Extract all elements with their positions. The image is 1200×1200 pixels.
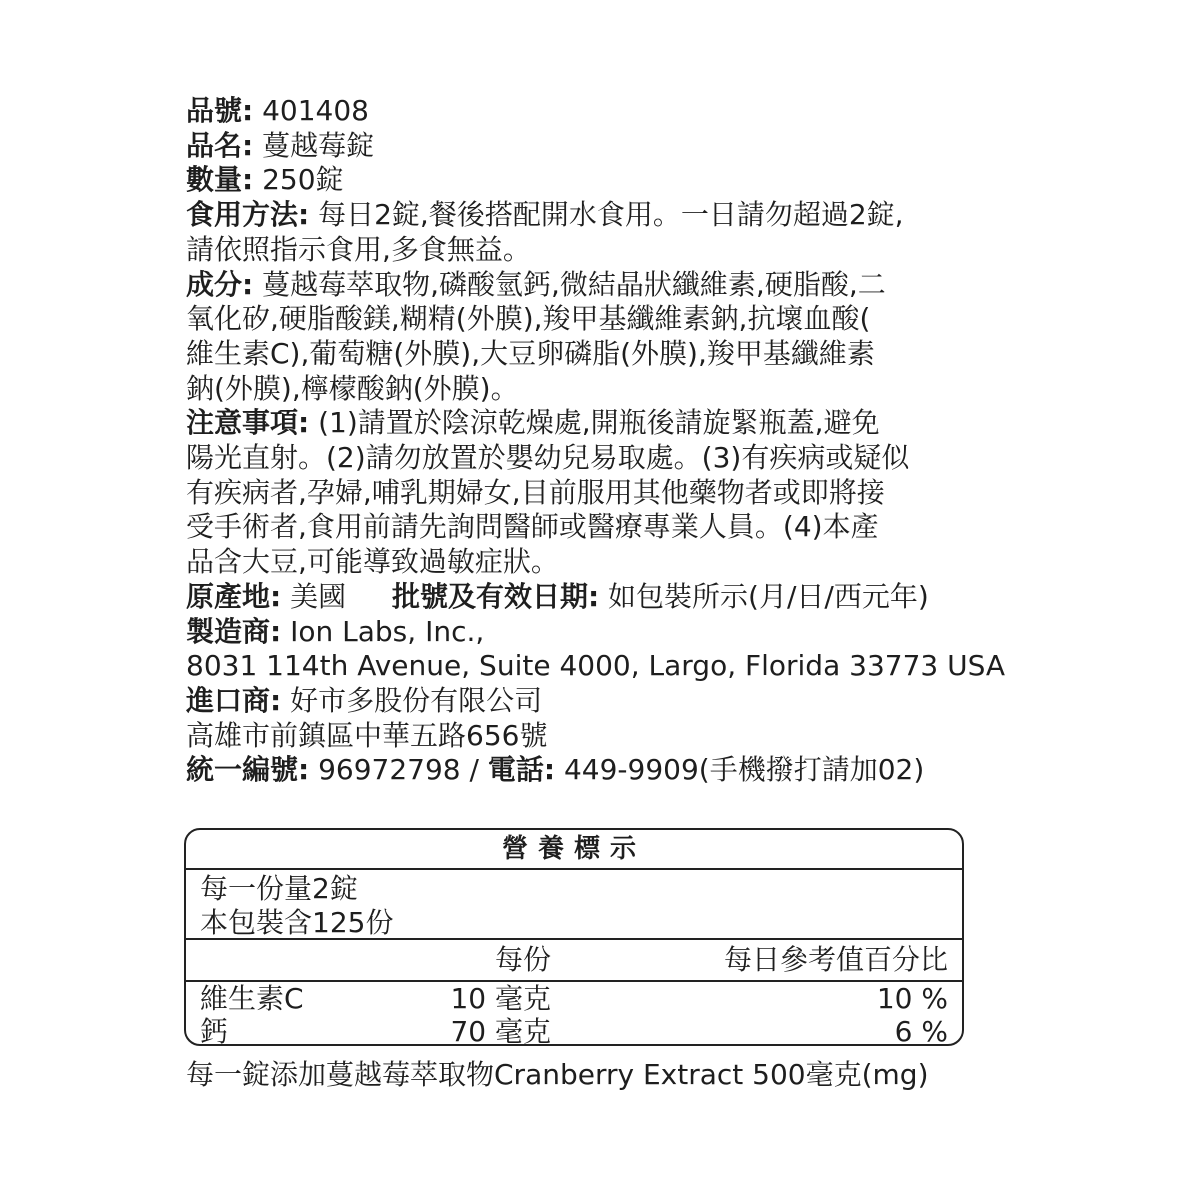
product-name-line <box>186 129 966 164</box>
nutrient-name: 維生素C <box>200 982 304 1015</box>
usage-line <box>186 198 966 233</box>
caution-text: (1)請置於陰涼乾燥處,開瓶後請旋緊瓶蓋,避免 <box>318 406 880 440</box>
footer-note: 每一錠添加蔓越莓萃取物Cranberry Extract 500毫克(mg) <box>186 1058 929 1091</box>
tax-phone-line <box>186 753 966 788</box>
manufacturer-address: 8031 114th Avenue, Suite 4000, Largo, Florida 33773 USA <box>186 649 1006 683</box>
quantity-label: 數量: <box>186 163 254 197</box>
caution-label: 注意事項: <box>186 406 310 440</box>
nutrition-table <box>184 828 964 1046</box>
batch: 如包裝所示(月/日/西元年) <box>608 579 929 613</box>
origin-label: 原產地: <box>186 579 282 613</box>
tax-id-label: 統一編號: <box>186 753 310 787</box>
product-code-line <box>186 94 966 129</box>
usage-line-2: 請依照指示食用,多食無益。 <box>186 232 531 266</box>
product-code: 401408 <box>262 94 369 127</box>
nutrient-amount: 70 毫克 <box>450 1015 551 1046</box>
importer-line <box>186 684 966 719</box>
manufacturer: Ion Labs, Inc., <box>290 614 485 648</box>
usage-text: 每日2錠,餐後搭配開水食用。一日請勿超過2錠, <box>318 198 904 232</box>
importer-address: 高雄市前鎮區中華五路656號 <box>186 718 548 752</box>
caution-line-5: 品含大豆,可能導致過敏症狀。 <box>186 545 559 579</box>
ingredients-line-4: 鈉(外膜),檸檬酸鈉(外膜)。 <box>186 371 519 405</box>
ingredients-line-2: 氧化矽,硬脂酸鎂,糊精(外膜),羧甲基纖維素鈉,抗壞血酸( <box>186 302 871 336</box>
caution-line <box>186 406 966 441</box>
serving-info <box>186 870 962 940</box>
nutrient-row <box>186 982 962 1015</box>
manufacturer-label: 製造商: <box>186 614 282 648</box>
usage-label: 食用方法: <box>186 198 310 232</box>
serving-size: 每一份量2錠 <box>200 872 358 905</box>
quantity: 250錠 <box>262 163 344 197</box>
product-code-label: 品號: <box>186 94 254 127</box>
phone-label: 電話: <box>487 753 556 787</box>
ingredients-text: 蔓越莓萃取物,磷酸氫鈣,微結晶狀纖維素,硬脂酸,二 <box>262 267 886 301</box>
daily-value-header: 每日參考值百分比 <box>723 943 948 976</box>
manufacturer-line <box>186 615 966 650</box>
product-name-label: 品名: <box>186 128 254 162</box>
importer: 好市多股份有限公司 <box>290 683 543 717</box>
servings-per-package: 本包裝含125份 <box>200 906 394 939</box>
caution-line-2: 陽光直射。(2)請勿放置於嬰幼兒易取處。(3)有疾病或疑似 <box>186 441 910 475</box>
caution-line-4: 受手術者,食用前請先詢問醫師或醫療專業人員。(4)本產 <box>186 510 879 544</box>
importer-label: 進口商: <box>186 683 282 717</box>
nutrition-title: 營養標示 <box>186 830 962 870</box>
origin: 美國 <box>290 579 347 613</box>
ingredients-label: 成分: <box>186 267 254 301</box>
origin-batch-line <box>186 580 966 615</box>
nutrient-daily-value: 10 % <box>876 982 948 1015</box>
caution-line-3: 有疾病者,孕婦,哺乳期婦女,目前服用其他藥物者或即將接 <box>186 475 885 509</box>
ingredients-line <box>186 268 966 303</box>
per-serving-header: 每份 <box>494 943 551 976</box>
nutrient-amount: 10 毫克 <box>450 982 551 1015</box>
phone: 449-9909(手機撥打請加02) <box>563 753 925 787</box>
nutrient-name: 鈣 <box>200 1015 229 1046</box>
nutrition-header-row <box>186 940 962 982</box>
nutrient-row <box>186 1015 962 1046</box>
ingredients-line-3: 維生素C),葡萄糖(外膜),大豆卵磷脂(外膜),羧甲基纖維素 <box>186 336 875 370</box>
nutrient-daily-value: 6 % <box>894 1015 948 1046</box>
batch-label: 批號及有效日期: <box>391 579 600 613</box>
tax-id: 96972798 / <box>318 753 479 787</box>
product-label-text <box>186 94 1006 788</box>
quantity-line <box>186 163 966 198</box>
product-name: 蔓越莓錠 <box>262 128 375 162</box>
